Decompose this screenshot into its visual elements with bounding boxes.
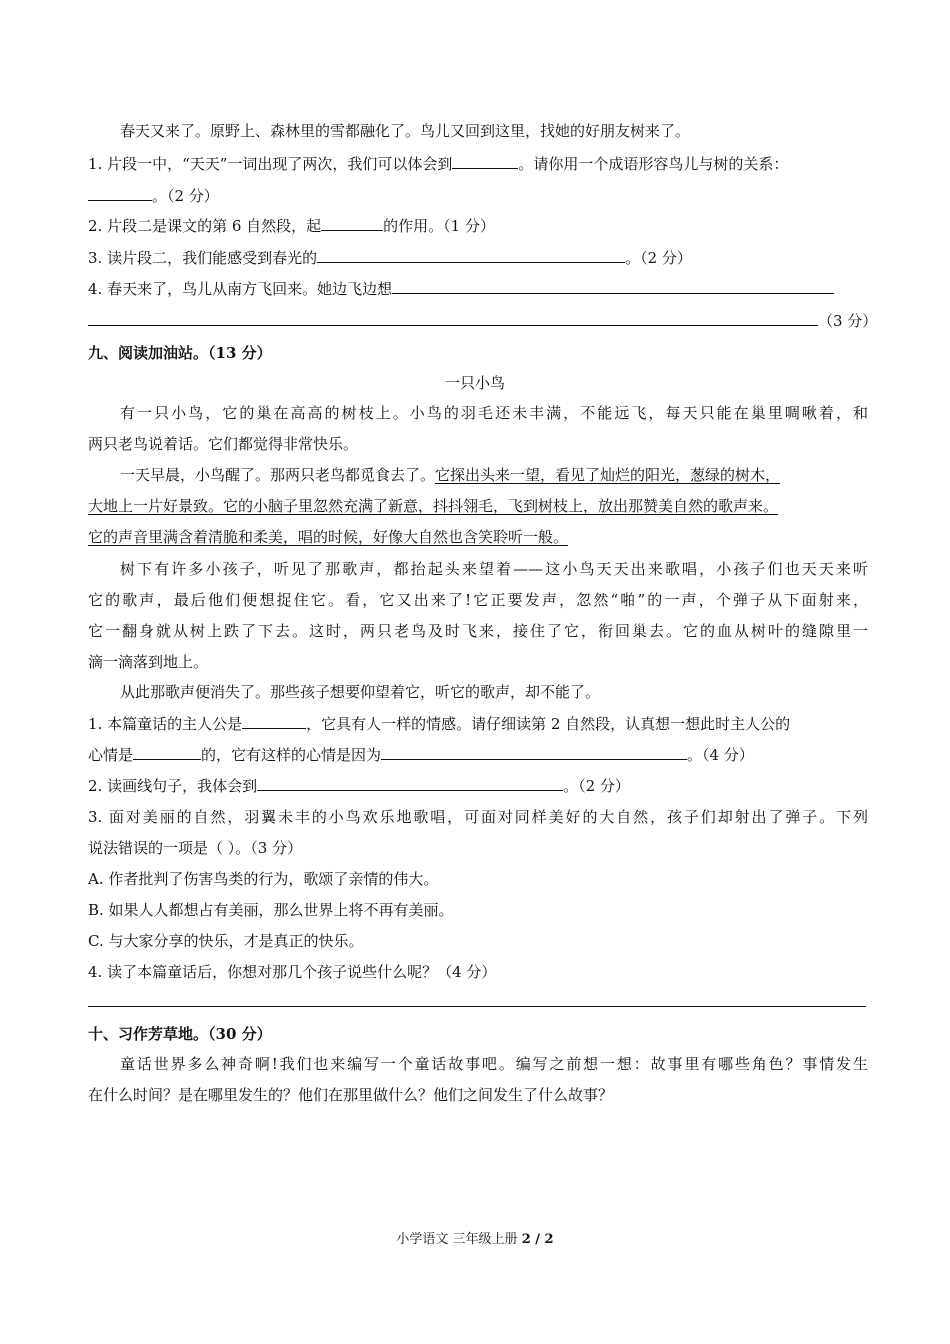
section-10-heading: 十、习作芳草地。（30 分） <box>88 1025 272 1043</box>
answer-blank[interactable] <box>242 713 306 729</box>
option-c: C. 与大家分享的快乐，才是真正的快乐。 <box>88 932 364 950</box>
s9-q1-text-a: 1. 本篇童话的主人公是 <box>88 715 243 733</box>
s9-q2-text-a: 2. 读画线句子，我体会到 <box>88 777 258 795</box>
answer-line[interactable] <box>88 1006 866 1007</box>
story-p2-line1 <box>120 464 868 486</box>
answer-blank[interactable] <box>321 215 383 231</box>
s8-q3-text-b: 。（2 分） <box>625 249 692 267</box>
s8-q1-text-c: 。（2 分） <box>152 187 219 205</box>
s9-q1-text-c: 心情是 <box>88 746 134 764</box>
passage-spring-line: 春天又来了。原野上、森林里的雪都融化了。鸟儿又回到这里，找她的好朋友树来了。 <box>120 122 691 140</box>
s9-q1-text-d: 的，它有这样的心情是因为 <box>201 746 382 764</box>
s9-question-1-cont <box>88 744 868 766</box>
underlined-sentence: 它探出头来一望，看见了灿烂的阳光，葱绿的树木， <box>435 466 781 484</box>
s8-question-4-cont <box>88 310 878 332</box>
answer-blank[interactable] <box>452 153 518 169</box>
option-b: B. 如果人人都想占有美丽，那么世界上将不再有美丽。 <box>88 901 454 919</box>
story-p2-plain: 一天早晨，小鸟醒了。那两只老鸟都觅食去了。 <box>120 466 436 484</box>
answer-blank[interactable] <box>392 278 834 294</box>
page-footer <box>0 1228 950 1247</box>
story-p2-line3 <box>88 526 868 548</box>
answer-blank[interactable] <box>88 310 818 326</box>
s8-question-3 <box>88 247 868 269</box>
s9-q1-text-e: 。（4 分） <box>687 746 754 764</box>
answer-blank[interactable] <box>133 744 201 760</box>
s9-q2-text-b: 。（2 分） <box>563 777 630 795</box>
story-p3-line1: 树下有许多小孩子，听见了那歌声，都抬起头来望着——这小鸟天天出来歌唱，小孩子们也天天来听 <box>120 560 868 578</box>
story-p1-line1: 有一只小鸟，它的巢在高高的树枝上。小鸟的羽毛还未丰满，不能远飞，每天只能在巢里啁啾着，和 <box>120 404 868 422</box>
s8-q2-text-b: 的作用。（1 分） <box>383 217 495 235</box>
section-9-heading: 九、阅读加油站。（13 分） <box>88 344 272 362</box>
s8-question-1-cont <box>88 185 868 207</box>
s8-question-4 <box>88 278 868 300</box>
s9-q1-text-b: ，它具有人一样的情感。请仔细读第 2 自然段，认真想一想此时主人公的 <box>306 715 791 733</box>
story-p3-line3: 它一翻身就从树上跌了下去。这时，两只老鸟及时飞来，接住了它，衔回巢去。它的血从树叶的缝隙里一 <box>88 622 868 640</box>
s8-q4-text: 4. 春天来了，鸟儿从南方飞回来。她边飞边想 <box>88 280 393 298</box>
answer-blank[interactable] <box>88 185 152 201</box>
s8-q2-text-a: 2. 片段二是课文的第 6 自然段，起 <box>88 217 322 235</box>
story-p4-line1: 从此那歌声便消失了。那些孩子想要仰望着它，听它的歌声，却不能了。 <box>120 683 601 701</box>
underlined-sentence: 它的声音里满含着清脆和柔美，唱的时候，好像大自然也含笑聆听一般。 <box>88 528 569 546</box>
s8-q3-text-a: 3. 读片段二，我们能感受到春光的 <box>88 249 318 267</box>
section-10-line2: 在什么时间？是在哪里发生的？他们在那里做什么？他们之间发生了什么故事？ <box>88 1086 614 1104</box>
s9-question-4: 4. 读了本篇童话后，你想对那几个孩子说些什么呢？（4 分） <box>88 963 497 981</box>
s8-q4-points: （3 分） <box>818 312 878 330</box>
option-a: A. 作者批判了伤害鸟类的行为，歌颂了亲情的伟大。 <box>88 870 439 888</box>
s8-question-1 <box>88 153 868 175</box>
story-p3-line2: 它的歌声，最后他们便想捉住它。看，它又出来了!它正要发声，忽然“啪”的一声，个弹子从下面射来， <box>88 591 868 609</box>
answer-blank[interactable] <box>381 744 687 760</box>
answer-blank[interactable] <box>317 247 625 263</box>
section-10-line1: 童话世界多么神奇啊!我们也来编写一个童话故事吧。编写之前想一想：故事里有哪些角色？事情发生 <box>120 1055 868 1073</box>
s9-question-1 <box>88 713 868 735</box>
story-title: 一只小鸟 <box>444 374 505 392</box>
s8-q1-text-a: 1. 片段一中，“天天”一词出现了两次，我们可以体会到 <box>88 155 453 173</box>
answer-blank[interactable] <box>257 775 563 791</box>
footer-label: 小学语文 三年级上册 <box>396 1232 522 1247</box>
s9-question-2 <box>88 775 868 797</box>
s9-question-3-line1: 3. 面对美丽的自然，羽翼未丰的小鸟欢乐地歌唱，可面对同样美好的大自然，孩子们却射出了弹子。下列 <box>88 808 868 826</box>
story-p3-line4: 滴一滴落到地上。 <box>88 653 209 671</box>
s8-q1-text-b: 。请你用一个成语形容鸟儿与树的关系： <box>518 155 789 173</box>
story-p1-line2: 两只老鸟说着话。它们都觉得非常快乐。 <box>88 435 359 453</box>
underlined-sentence: 大地上一片好景致。它的小脑子里忽然充满了新意，抖抖翎毛，飞到树枝上，放出那赞美自然的歌声来。 <box>88 497 779 515</box>
story-p2-line2 <box>88 495 868 517</box>
s8-question-2 <box>88 215 868 237</box>
s9-question-3-line2: 说法错误的一项是（ ）。（3 分） <box>88 839 303 857</box>
page-number: 2 / 2 <box>521 1232 554 1247</box>
